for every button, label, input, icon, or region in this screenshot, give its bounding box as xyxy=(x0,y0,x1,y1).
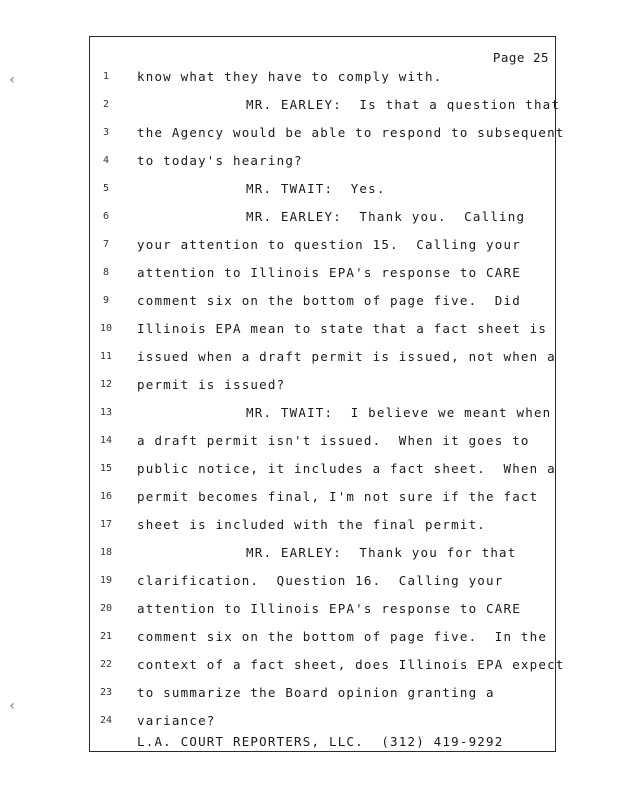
line-number: 18 xyxy=(99,547,113,558)
line-text: Illinois EPA mean to state that a fact sheet is xyxy=(137,321,548,336)
line-number: 3 xyxy=(102,127,110,138)
line-text: issued when a draft permit is issued, not when a xyxy=(137,349,556,364)
line-number: 11 xyxy=(99,351,113,362)
transcript-line xyxy=(0,125,619,153)
line-text: MR. TWAIT: Yes. xyxy=(246,181,386,196)
transcript-line xyxy=(0,461,619,489)
line-number: 15 xyxy=(99,463,113,474)
line-text: permit becomes final, I'm not sure if the fact xyxy=(137,489,539,504)
transcript-line xyxy=(0,293,619,321)
transcript-line xyxy=(0,69,619,97)
line-text: to summarize the Board opinion granting a xyxy=(137,685,495,700)
transcript-line xyxy=(0,377,619,405)
transcript-line xyxy=(0,153,619,181)
line-text: attention to Illinois EPA's response to CARE xyxy=(137,601,521,616)
transcript-lines xyxy=(0,69,619,741)
line-text: comment six on the bottom of page five. In the xyxy=(137,629,548,644)
reporter-footer: L.A. COURT REPORTERS, LLC. (312) 419-9292 xyxy=(137,734,504,749)
transcript-line xyxy=(0,601,619,629)
line-number: 1 xyxy=(102,71,110,82)
transcript-line xyxy=(0,489,619,517)
line-text: clarification. Question 16. Calling your xyxy=(137,573,504,588)
line-number: 5 xyxy=(102,183,110,194)
line-text: comment six on the bottom of page five. Did xyxy=(137,293,521,308)
transcript-line xyxy=(0,209,619,237)
line-number: 22 xyxy=(99,659,113,670)
line-number: 16 xyxy=(99,491,113,502)
transcript-line xyxy=(0,629,619,657)
line-text: MR. EARLEY: Thank you for that xyxy=(246,545,517,560)
binding-hole-mark-top: ‹ xyxy=(8,72,17,88)
line-text: MR. EARLEY: Is that a question that xyxy=(246,97,561,112)
line-text: to today's hearing? xyxy=(137,153,303,168)
transcript-line xyxy=(0,573,619,601)
line-number: 21 xyxy=(99,631,113,642)
line-number: 7 xyxy=(102,239,110,250)
transcript-line xyxy=(0,97,619,125)
line-number: 6 xyxy=(102,211,110,222)
line-text: a draft permit isn't issued. When it goes to xyxy=(137,433,530,448)
line-text: MR. EARLEY: Thank you. Calling xyxy=(246,209,526,224)
line-number: 14 xyxy=(99,435,113,446)
transcript-line xyxy=(0,321,619,349)
transcript-line xyxy=(0,433,619,461)
line-number: 23 xyxy=(99,687,113,698)
line-text: MR. TWAIT: I believe we meant when xyxy=(246,405,552,420)
transcript-line xyxy=(0,181,619,209)
line-number: 2 xyxy=(102,99,110,110)
line-text: public notice, it includes a fact sheet. When a xyxy=(137,461,556,476)
transcript-line xyxy=(0,405,619,433)
line-number: 24 xyxy=(99,715,113,726)
line-number: 8 xyxy=(102,267,110,278)
transcript-line xyxy=(0,237,619,265)
transcript-line xyxy=(0,265,619,293)
binding-hole-mark-bottom: ‹ xyxy=(8,698,17,714)
line-number: 19 xyxy=(99,575,113,586)
transcript-line xyxy=(0,545,619,573)
line-text: your attention to question 15. Calling your xyxy=(137,237,521,252)
line-text: sheet is included with the final permit. xyxy=(137,517,487,532)
transcript-line xyxy=(0,349,619,377)
line-number: 12 xyxy=(99,379,113,390)
line-number: 20 xyxy=(99,603,113,614)
line-text: variance? xyxy=(137,713,216,728)
transcript-line xyxy=(0,657,619,685)
line-text: the Agency would be able to respond to subsequent xyxy=(137,125,565,140)
transcript-line xyxy=(0,517,619,545)
line-number: 4 xyxy=(102,155,110,166)
line-number: 17 xyxy=(99,519,113,530)
line-text: permit is issued? xyxy=(137,377,286,392)
transcript-line xyxy=(0,685,619,713)
line-text: attention to Illinois EPA's response to CARE xyxy=(137,265,521,280)
line-number: 13 xyxy=(99,407,113,418)
page-number: Page 25 xyxy=(492,50,549,65)
line-text: context of a fact sheet, does Illinois EPA expect xyxy=(137,657,565,672)
line-number: 10 xyxy=(99,323,113,334)
line-number: 9 xyxy=(102,295,110,306)
line-text: know what they have to comply with. xyxy=(137,69,443,84)
